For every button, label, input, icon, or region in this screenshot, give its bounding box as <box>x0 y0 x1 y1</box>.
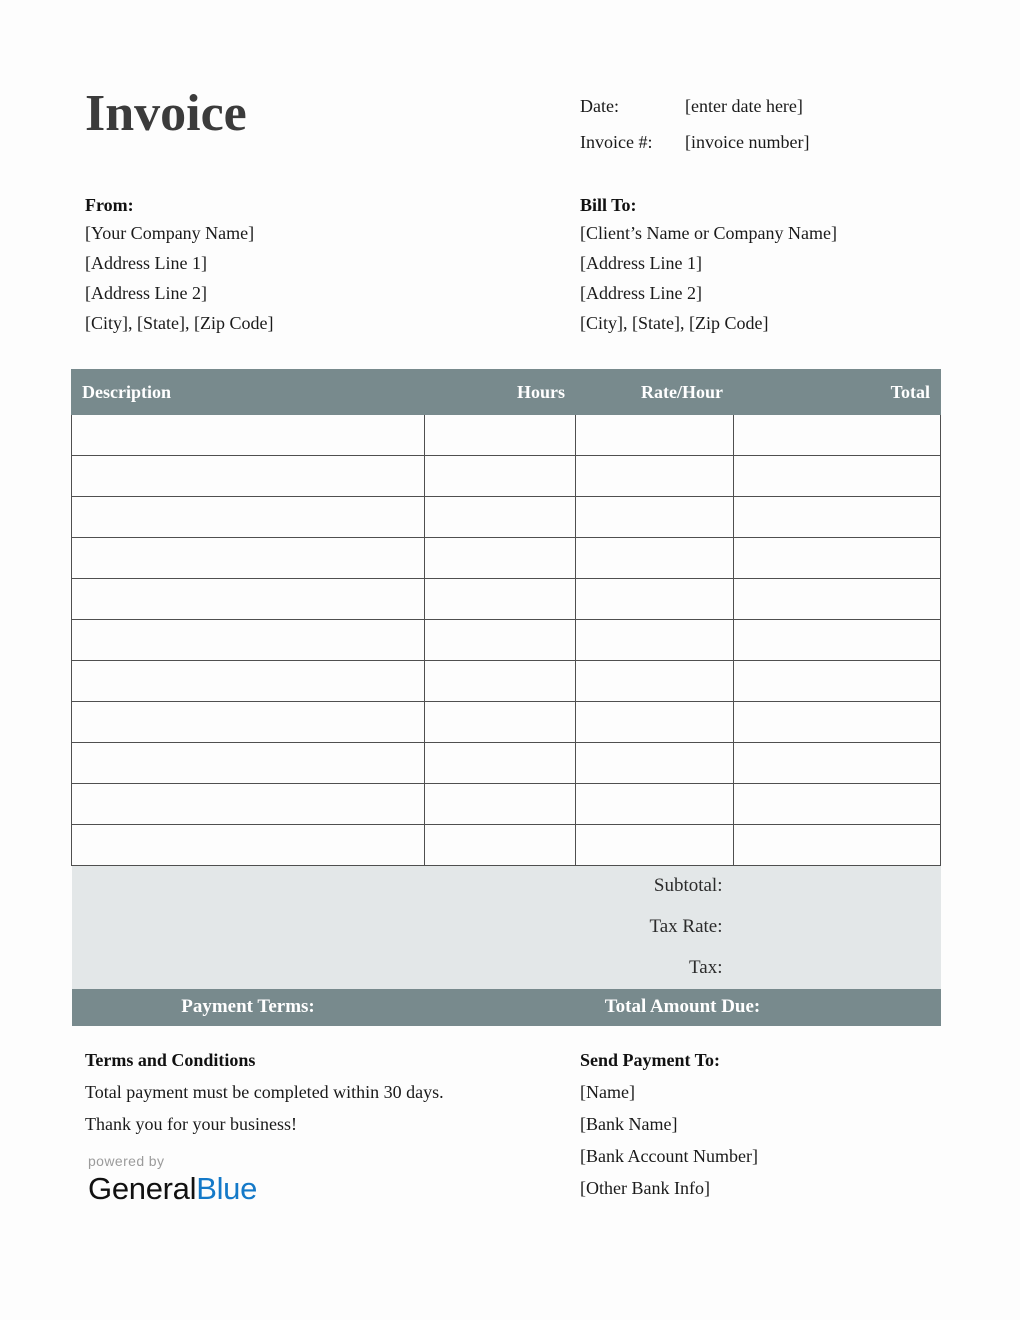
cell-rate[interactable] <box>576 702 734 743</box>
cell-total[interactable] <box>734 415 941 456</box>
cell-rate[interactable] <box>576 620 734 661</box>
cell-description[interactable] <box>72 456 425 497</box>
cell-total[interactable] <box>734 579 941 620</box>
cell-rate[interactable] <box>576 415 734 456</box>
bill-to-line-client-name[interactable]: [Client’s Name or Company Name] <box>580 223 837 243</box>
terms-title: Terms and Conditions <box>85 1050 256 1070</box>
bill-to-line-city-state-zip[interactable]: [City], [State], [Zip Code] <box>580 313 769 333</box>
cell-total[interactable] <box>734 743 941 784</box>
terms-and-conditions-block <box>85 1046 525 1140</box>
column-header-rate-hour: Rate/Hour <box>576 370 734 415</box>
summary-row-tax <box>72 948 941 989</box>
subtotal-value[interactable] <box>734 866 941 907</box>
tax-rate-value[interactable] <box>734 907 941 948</box>
logo-text-general: General <box>88 1171 197 1206</box>
cell-description[interactable] <box>72 784 425 825</box>
invoice-number-value[interactable]: [invoice number] <box>685 132 810 152</box>
bill-to-line-address-2[interactable]: [Address Line 2] <box>580 283 702 303</box>
summary-row-subtotal <box>72 866 941 907</box>
payment-terms-label: Payment Terms: <box>72 989 425 1026</box>
tax-rate-label: Tax Rate: <box>72 907 734 948</box>
cell-description[interactable] <box>72 497 425 538</box>
cell-description[interactable] <box>72 538 425 579</box>
cell-hours[interactable] <box>425 456 576 497</box>
table-row <box>72 784 941 825</box>
cell-total[interactable] <box>734 497 941 538</box>
summary-row-tax-rate <box>72 907 941 948</box>
line-items-table-head <box>72 370 941 415</box>
table-row <box>72 538 941 579</box>
cell-rate[interactable] <box>576 784 734 825</box>
generalblue-logo <box>88 1152 257 1208</box>
cell-hours[interactable] <box>425 702 576 743</box>
send-payment-line-name[interactable]: [Name] <box>580 1082 635 1102</box>
table-row <box>72 702 941 743</box>
line-items-table-body <box>72 415 941 1026</box>
cell-description[interactable] <box>72 743 425 784</box>
cell-total[interactable] <box>734 784 941 825</box>
from-title: From: <box>85 195 134 215</box>
cell-hours[interactable] <box>425 825 576 866</box>
cell-rate[interactable] <box>576 497 734 538</box>
table-row <box>72 661 941 702</box>
cell-rate[interactable] <box>576 825 734 866</box>
logo-wordmark <box>88 1170 257 1208</box>
page-title: Invoice <box>85 85 247 142</box>
cell-rate[interactable] <box>576 661 734 702</box>
tax-value[interactable] <box>734 948 941 989</box>
table-row <box>72 579 941 620</box>
powered-by-label: powered by <box>88 1153 165 1169</box>
bill-to-line-address-1[interactable]: [Address Line 1] <box>580 253 702 273</box>
table-row <box>72 497 941 538</box>
send-payment-line-bank-name[interactable]: [Bank Name] <box>580 1114 678 1134</box>
cell-hours[interactable] <box>425 538 576 579</box>
table-row <box>72 456 941 497</box>
cell-hours[interactable] <box>425 415 576 456</box>
from-line-company[interactable]: [Your Company Name] <box>85 223 255 243</box>
table-row <box>72 743 941 784</box>
table-row <box>72 825 941 866</box>
invoice-meta <box>580 96 960 168</box>
table-row <box>72 415 941 456</box>
cell-hours[interactable] <box>425 579 576 620</box>
cell-description[interactable] <box>72 825 425 866</box>
invoice-footer-sections <box>0 1046 1020 1256</box>
cell-hours[interactable] <box>425 743 576 784</box>
cell-total[interactable] <box>734 661 941 702</box>
cell-description[interactable] <box>72 620 425 661</box>
send-payment-to-title: Send Payment To: <box>580 1050 721 1070</box>
cell-total[interactable] <box>734 702 941 743</box>
column-header-hours: Hours <box>425 370 576 415</box>
column-header-total: Total <box>734 370 941 415</box>
bill-to-title: Bill To: <box>580 195 637 215</box>
cell-hours[interactable] <box>425 784 576 825</box>
cell-hours[interactable] <box>425 661 576 702</box>
cell-total[interactable] <box>734 456 941 497</box>
table-header-row <box>72 370 941 415</box>
date-value[interactable]: [enter date here] <box>685 96 803 116</box>
table-row <box>72 620 941 661</box>
cell-hours[interactable] <box>425 497 576 538</box>
cell-rate[interactable] <box>576 579 734 620</box>
tax-label: Tax: <box>72 948 734 989</box>
from-block <box>85 192 485 338</box>
total-amount-due-label: Total Amount Due: <box>425 989 941 1026</box>
bill-to-block <box>580 192 980 338</box>
column-header-description: Description <box>72 370 425 415</box>
table-footer-row <box>72 989 941 1026</box>
send-payment-line-account-number[interactable]: [Bank Account Number] <box>580 1146 758 1166</box>
line-items-table <box>71 369 941 1026</box>
cell-description[interactable] <box>72 702 425 743</box>
cell-description[interactable] <box>72 579 425 620</box>
cell-total[interactable] <box>734 538 941 579</box>
terms-line-payment-window: Total payment must be completed within 30 days. <box>85 1082 444 1102</box>
from-line-city-state-zip[interactable]: [City], [State], [Zip Code] <box>85 313 274 333</box>
cell-hours[interactable] <box>425 620 576 661</box>
cell-total[interactable] <box>734 825 941 866</box>
meta-row-invoice-number <box>580 132 960 168</box>
cell-rate[interactable] <box>576 456 734 497</box>
cell-total[interactable] <box>734 620 941 661</box>
invoice-number-label: Invoice #: <box>580 132 653 152</box>
cell-rate[interactable] <box>576 743 734 784</box>
date-label: Date: <box>580 96 619 116</box>
send-payment-line-other-info[interactable]: [Other Bank Info] <box>580 1178 710 1198</box>
subtotal-label: Subtotal: <box>72 866 734 907</box>
from-line-address-1[interactable]: [Address Line 1] <box>85 253 207 273</box>
cell-description[interactable] <box>72 661 425 702</box>
meta-row-date <box>580 96 960 132</box>
terms-line-thank-you: Thank you for your business! <box>85 1114 297 1134</box>
send-payment-to-block <box>580 1046 980 1204</box>
cell-rate[interactable] <box>576 538 734 579</box>
logo-text-blue: Blue <box>196 1171 258 1206</box>
cell-description[interactable] <box>72 415 425 456</box>
from-line-address-2[interactable]: [Address Line 2] <box>85 283 207 303</box>
